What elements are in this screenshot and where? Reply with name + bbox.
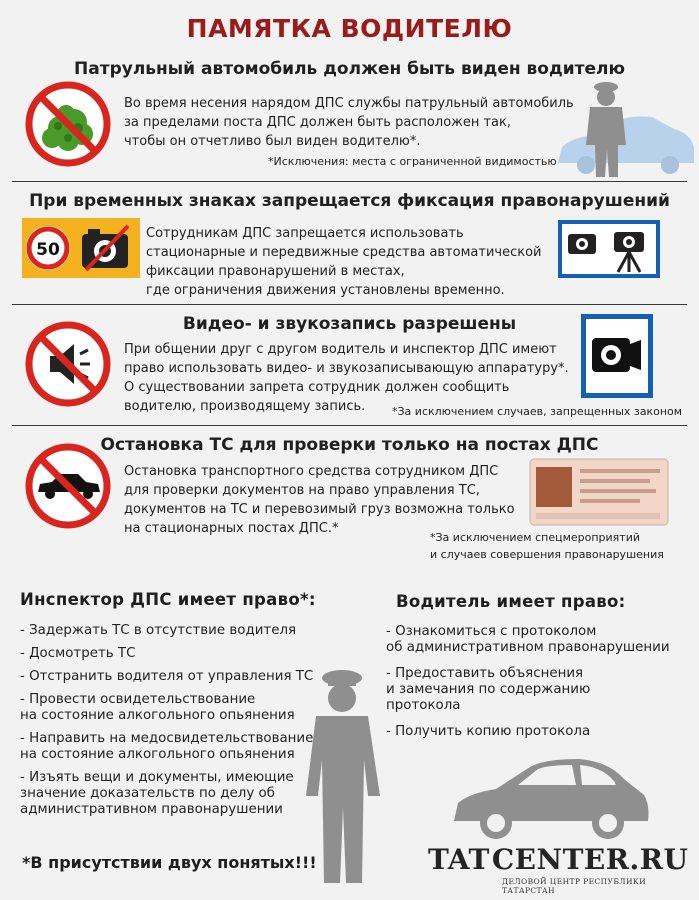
section-3-note: *За исключением случаев, запрещенных законом bbox=[392, 405, 683, 418]
logo-subtitle: ДЕЛОВОЙ ЦЕНТР РЕСПУБЛИКИ ТАТАРСТАН bbox=[502, 877, 647, 895]
camera-icon bbox=[592, 338, 641, 372]
patrol-car-officer-image bbox=[548, 75, 698, 180]
officer-silhouette-image bbox=[300, 668, 386, 883]
no-sound-icon bbox=[22, 318, 114, 410]
section-4-heading: Остановка ТС для проверки только на постах ДПС bbox=[100, 435, 599, 455]
list-item: - Получить копию протокола bbox=[386, 724, 591, 739]
section-2-text: Сотрудникам ДПС запрещается использовать стационарные и передвижные средства автоматической фиксации правонарушений в местах, где ограничения движения установлены временно. bbox=[146, 226, 542, 298]
car-silhouette-image bbox=[448, 755, 653, 843]
section-1-heading: Патрульный автомобиль должен быть виден водителю bbox=[74, 59, 625, 79]
separator-3 bbox=[12, 425, 687, 426]
temporary-signs-image bbox=[22, 218, 140, 278]
list-item: - Досмотреть ТС bbox=[20, 646, 136, 661]
page-title: ПАМЯТКА ВОДИТЕЛЮ bbox=[186, 14, 513, 43]
section-4-text: Остановка транспортного средства сотрудником ДПС для проверки документов на право управления ТС, документов на ТС и перевозимый груз возможна только на стационарных постах ДПС.* bbox=[124, 464, 515, 536]
driver-rights-list bbox=[386, 624, 686, 747]
tatcenter-logo[interactable] bbox=[428, 843, 688, 895]
speed-limit-value: 50 bbox=[36, 240, 60, 260]
inspector-rights-list bbox=[20, 623, 320, 825]
inspector-footnote: *В присутствии двух понятых!!! bbox=[22, 853, 317, 872]
list-item: - Задержать ТС в отсутствие водителя bbox=[20, 623, 297, 638]
list-item: - Провести освидетельствование на состояние алкогольного опьянения bbox=[20, 692, 295, 723]
no-stop-car-icon bbox=[22, 440, 114, 532]
list-item: - Предоставить объяснения и замечания по содержанию протокола bbox=[386, 666, 591, 713]
separator-2 bbox=[12, 304, 687, 305]
inspector-heading: Инспектор ДПС имеет право*: bbox=[20, 590, 316, 609]
driver-license-image bbox=[528, 457, 670, 527]
list-item: - Направить на медосвидетельствование на состояние алкогольного опьянения bbox=[20, 731, 314, 762]
logo-left-text: TAT bbox=[428, 843, 490, 876]
driver-heading: Водитель имеет право: bbox=[396, 592, 626, 611]
section-2-heading: При временных знаках запрещается фиксация правонарушений bbox=[29, 191, 670, 211]
camera-icon bbox=[568, 234, 596, 254]
list-item: - Изъять вещи и документы, имеющие значение доказательств по делу об административном правонарушении bbox=[20, 770, 294, 817]
section-4-note: *За исключением спецмероприятий и случаев совершения правонарушения bbox=[430, 531, 664, 561]
speed-camera-sign-image bbox=[558, 220, 660, 278]
no-bushes-icon bbox=[22, 78, 114, 170]
section-1-text: Во время несения нарядом ДПС службы патрульный автомобиль за пределами поста ДПС должен быть расположен так, чтобы он отчетливо был виден водителю*. bbox=[124, 96, 574, 149]
camera-warning-sign-image bbox=[581, 314, 653, 398]
separator-1 bbox=[12, 181, 687, 182]
section-3-text: При общении друг с другом водитель и инспектор ДПС имеют право использовать видео- и звукозаписывающую аппаратуру*. О существовании запрета сотрудник должен сообщить водителю, производящему запись. bbox=[124, 342, 569, 414]
section-1-note: *Исключения: места с ограниченной видимостью bbox=[268, 155, 557, 168]
list-item: - Отстранить водителя от управления ТС bbox=[20, 669, 314, 684]
logo-right-text: CENTER.RU bbox=[491, 843, 689, 876]
list-item: - Ознакомиться с протоколом об административном правонарушении bbox=[386, 624, 670, 655]
section-3-heading: Видео- и звукозапись разрешены bbox=[182, 314, 517, 334]
